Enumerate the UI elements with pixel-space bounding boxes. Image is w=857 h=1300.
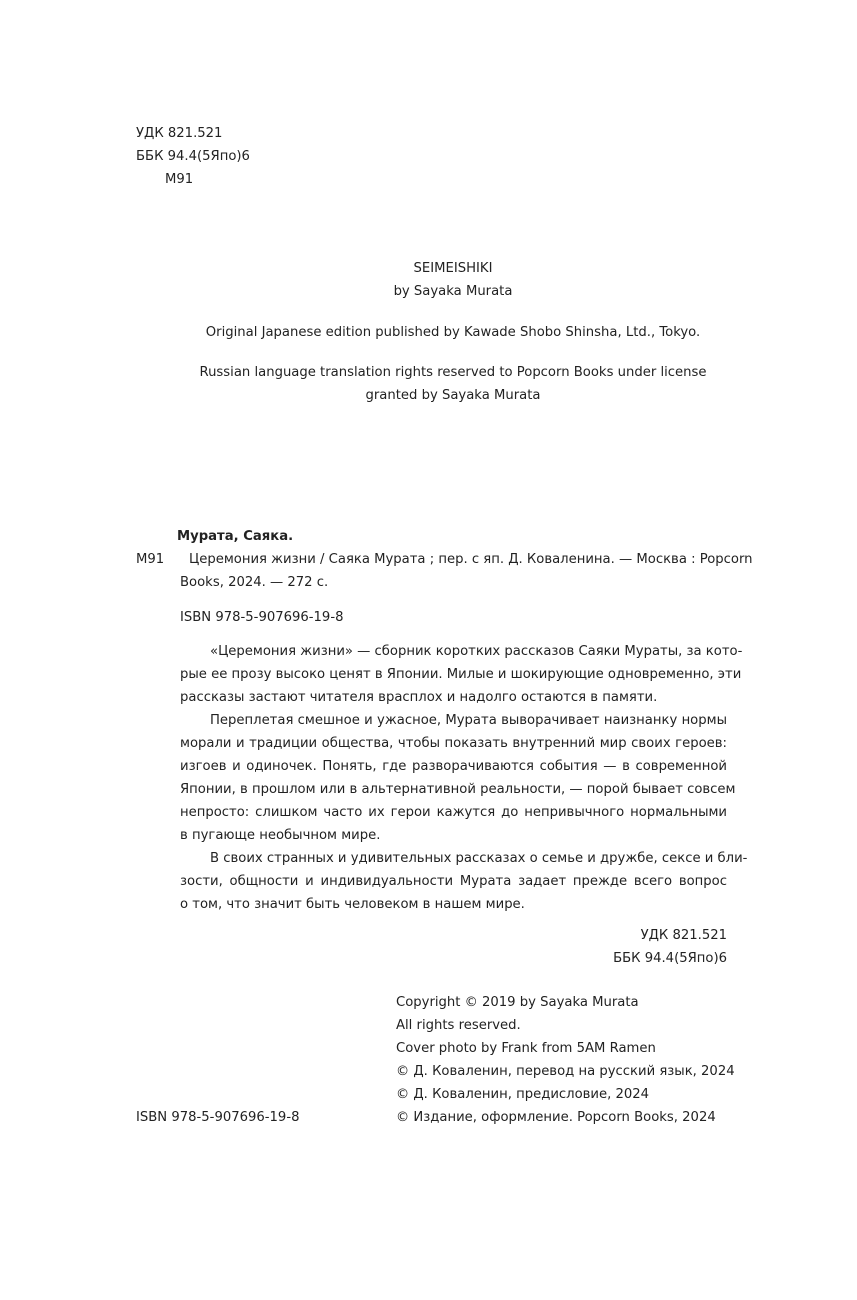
record-classification [180, 924, 727, 970]
record-mark: М91 [136, 552, 165, 567]
annotation-line: рые ее прозу высоко ценят в Японии. Милые и шокирующие одновременно, эти [180, 667, 742, 682]
bbk-code: ББК 94.4(5Япо)6 [613, 951, 727, 966]
translation-rights-line: Russian language translation rights reserved to Popcorn Books under license [199, 365, 707, 380]
translation-rights-line: granted by Sayaka Murata [365, 388, 541, 403]
annotation-line: рассказы застают читателя врасплох и надолго остаются в памяти. [180, 690, 658, 705]
udk-code: УДК 821.521 [640, 928, 727, 943]
annotation-line: Японии, в прошлом или в альтернативной реальности, — порой бывает совсем [180, 782, 736, 797]
annotation-line: непросто: слишком часто их герои кажутся до непривычного нормальными [180, 805, 727, 820]
bibliographic-record [180, 548, 753, 970]
description-line: Церемония жизни / Саяка Мурата ; пер. с яп. Д. Коваленина. — Москва : Popcorn [189, 552, 753, 567]
annotation-line: в пугающе необычном мире. [180, 828, 381, 843]
isbn-bottom: ISBN 978-5-907696-19-8 [136, 1110, 300, 1125]
annotation-line: изгоев и одиночек. Понять, где разворачиваются события — в современной [180, 759, 727, 774]
author-heading: Мурата, Саяка. [177, 529, 294, 544]
copyright-line: All rights reserved. [396, 1018, 521, 1033]
description-line: Books, 2024. — 272 с. [180, 575, 329, 590]
annotation-line: Переплетая смешное и ужасное, Мурата выворачивает наизнанку нормы [210, 713, 727, 728]
copyright-line: © Издание, оформление. Popcorn Books, 2024 [396, 1110, 716, 1125]
copyright-line: Cover photo by Frank from 5AM Ramen [396, 1041, 656, 1056]
annotation-line: о том, что значит быть человеком в нашем мире. [180, 897, 525, 912]
annotation [180, 640, 748, 916]
annotation-line: «Церемония жизни» — сборник коротких рассказов Саяки Мураты, за кото- [210, 644, 743, 659]
copyright-block [396, 991, 735, 1129]
record-author [177, 525, 293, 548]
author-mark: М91 [165, 172, 194, 187]
original-byline: by Sayaka Murata [393, 284, 513, 299]
udk-code: УДК 821.521 [136, 126, 223, 141]
annotation-line: морали и традиции общества, чтобы показать внутренний мир своих героев: [180, 736, 727, 751]
record-isbn: ISBN 978-5-907696-19-8 [180, 610, 344, 625]
copyright-line: © Д. Коваленин, предисловие, 2024 [396, 1087, 650, 1102]
bbk-code: ББК 94.4(5Япо)6 [136, 149, 250, 164]
annotation-line: зости, общности и индивидуальности Мурата задает прежде всего вопрос [180, 874, 727, 889]
original-edition: Original Japanese edition published by Kawade Shobo Shinsha, Ltd., Tokyo. [205, 325, 701, 340]
original-title: SEIMEISHIKI [413, 261, 493, 276]
rights-block [136, 257, 770, 407]
classification-block [136, 122, 250, 191]
annotation-line: В своих странных и удивительных рассказах о семье и дружбе, сексе и бли- [210, 851, 748, 866]
copyright-line: Copyright © 2019 by Sayaka Murata [396, 995, 639, 1010]
copyright-line: © Д. Коваленин, перевод на русский язык, 2024 [396, 1064, 735, 1079]
